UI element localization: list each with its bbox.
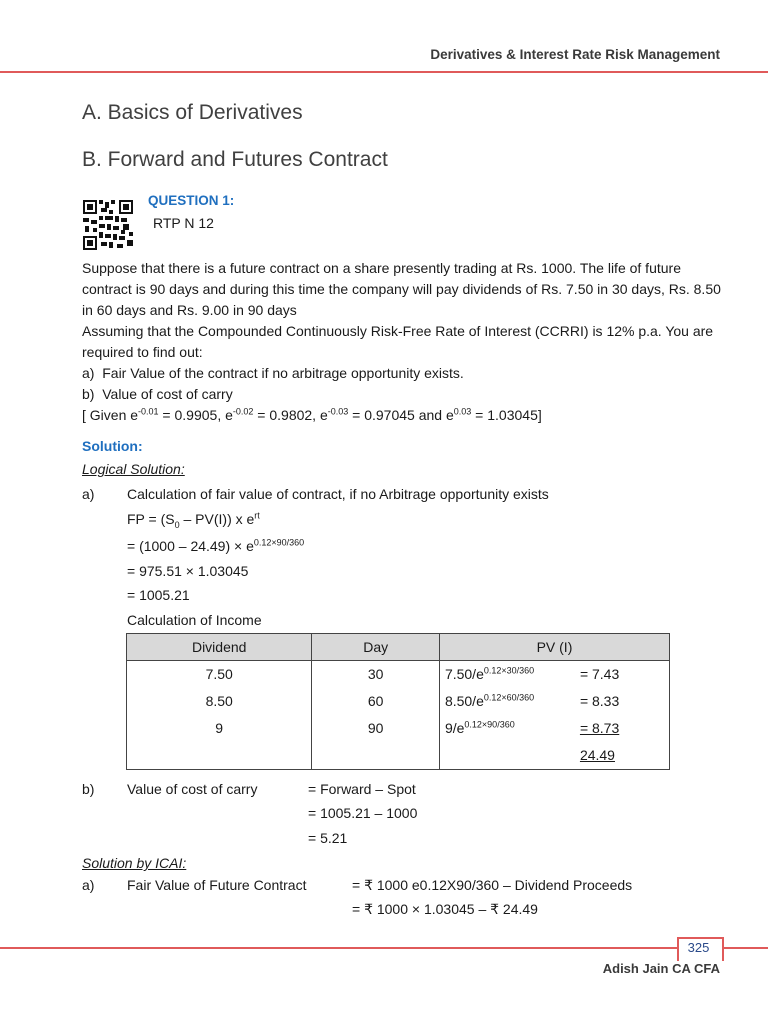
- part-b-label: Value of cost of carry: [127, 781, 258, 797]
- question-title: QUESTION 1:: [148, 193, 235, 208]
- pv-value: = 8.33: [579, 693, 620, 709]
- part-a-text: Calculation of fair value of contract, if no Arbitrage opportunity exists: [127, 486, 549, 502]
- question-source: RTP N 12: [153, 215, 214, 231]
- income-label: Calculation of Income: [127, 612, 262, 628]
- requirement-b: b) Value of cost of carry: [82, 386, 233, 402]
- pv-row: [440, 661, 669, 688]
- heading-forward-futures: B. Forward and Futures Contract: [82, 148, 388, 171]
- part-b-marker: b): [82, 781, 95, 797]
- formula-result: = 1005.21: [127, 587, 190, 603]
- pv-formula: $9/e^{0.12\times 90/360}$: [444, 719, 515, 736]
- qr-code-icon[interactable]: [83, 200, 133, 250]
- header-dividend: Dividend: [127, 634, 312, 661]
- day-cell: 30: [367, 666, 384, 682]
- running-header: Derivatives & Interest Rate Risk Management: [430, 47, 720, 62]
- requirement-a: a) Fair Value of the contract if no arbitrage opportunity exists.: [82, 365, 464, 381]
- cost-of-carry-eq2: = 1005.21 – 1000: [308, 805, 418, 821]
- logical-solution-label: Logical Solution:: [82, 461, 185, 477]
- income-table: [126, 633, 670, 770]
- problem-requirement: Assuming that the Compounded Continuously Risk-Free Rate of Interest (CCRRI) is 12% p.a. You are required to find out:: [82, 323, 714, 360]
- pv-formula: $7.50/e^{0.12\times 30/360}$: [444, 665, 535, 682]
- formula-fp: FP = $(S_0 - PV(I))$ x $e^{rt}$: [127, 510, 260, 530]
- day-cell: 60: [367, 693, 384, 709]
- dividend-cell: 8.50: [205, 693, 233, 709]
- pv-row: [440, 688, 669, 715]
- icai-eq2: = ₹ 1000 × 1.03045 – ₹ 24.49: [352, 901, 538, 917]
- pv-value: = 8.73: [579, 720, 620, 736]
- problem-statement: Suppose that there is a future contract on a share presently trading at Rs. 1000. The life of future contract is 90 days and during this time the company will pay dividends of Rs. 7.50 in 30 days, Rs. 8.50 in 60 days and Rs. 9.00 in 90 days: [82, 260, 721, 318]
- icai-a-text: Fair Value of Future Contract: [127, 877, 307, 893]
- given-values: [ Given $e^{-0.01} = 0.9905$, $e^{-0.02} = 0.9802$, $e^{-0.03} = 0.97045$ and $e^{0.03} = 1.03045$]: [82, 406, 542, 423]
- part-a-marker: a): [82, 486, 95, 502]
- heading-basics: A. Basics of Derivatives: [82, 101, 303, 124]
- icai-a-marker: a): [82, 877, 95, 893]
- pv-row: [440, 715, 669, 742]
- dividend-cell: 9: [215, 720, 224, 736]
- author-name: Adish Jain CA CFA: [602, 961, 720, 976]
- header-divider: [0, 71, 768, 73]
- cost-of-carry-eq3: = 5.21: [308, 830, 348, 846]
- formula-step-2: = 975.51 × 1.03045: [127, 563, 249, 579]
- day-cell: 90: [367, 720, 384, 736]
- dividend-cell: 7.50: [205, 666, 233, 682]
- pv-formula: $8.50/e^{0.12\times 60/360}$: [444, 692, 535, 709]
- header-day: Day: [312, 634, 440, 661]
- footer-divider: [0, 947, 768, 949]
- header-pv: PV (I): [439, 634, 669, 661]
- icai-eq1: = ₹ 1000 e0.12X90/360 – Dividend Proceeds: [352, 877, 633, 893]
- formula-step-1: = $(1000 - 24.49) \times e^{0.12\times 90/360}$: [127, 537, 305, 554]
- pv-value: = 7.43: [579, 666, 620, 682]
- solution-label: Solution:: [82, 438, 143, 454]
- page-number: 325: [687, 940, 710, 955]
- pv-total: 24.49: [579, 747, 615, 763]
- pv-total-row: [440, 742, 669, 769]
- icai-solution-label: Solution by ICAI:: [82, 855, 187, 871]
- cost-of-carry-eq1: = Forward – Spot: [308, 781, 416, 797]
